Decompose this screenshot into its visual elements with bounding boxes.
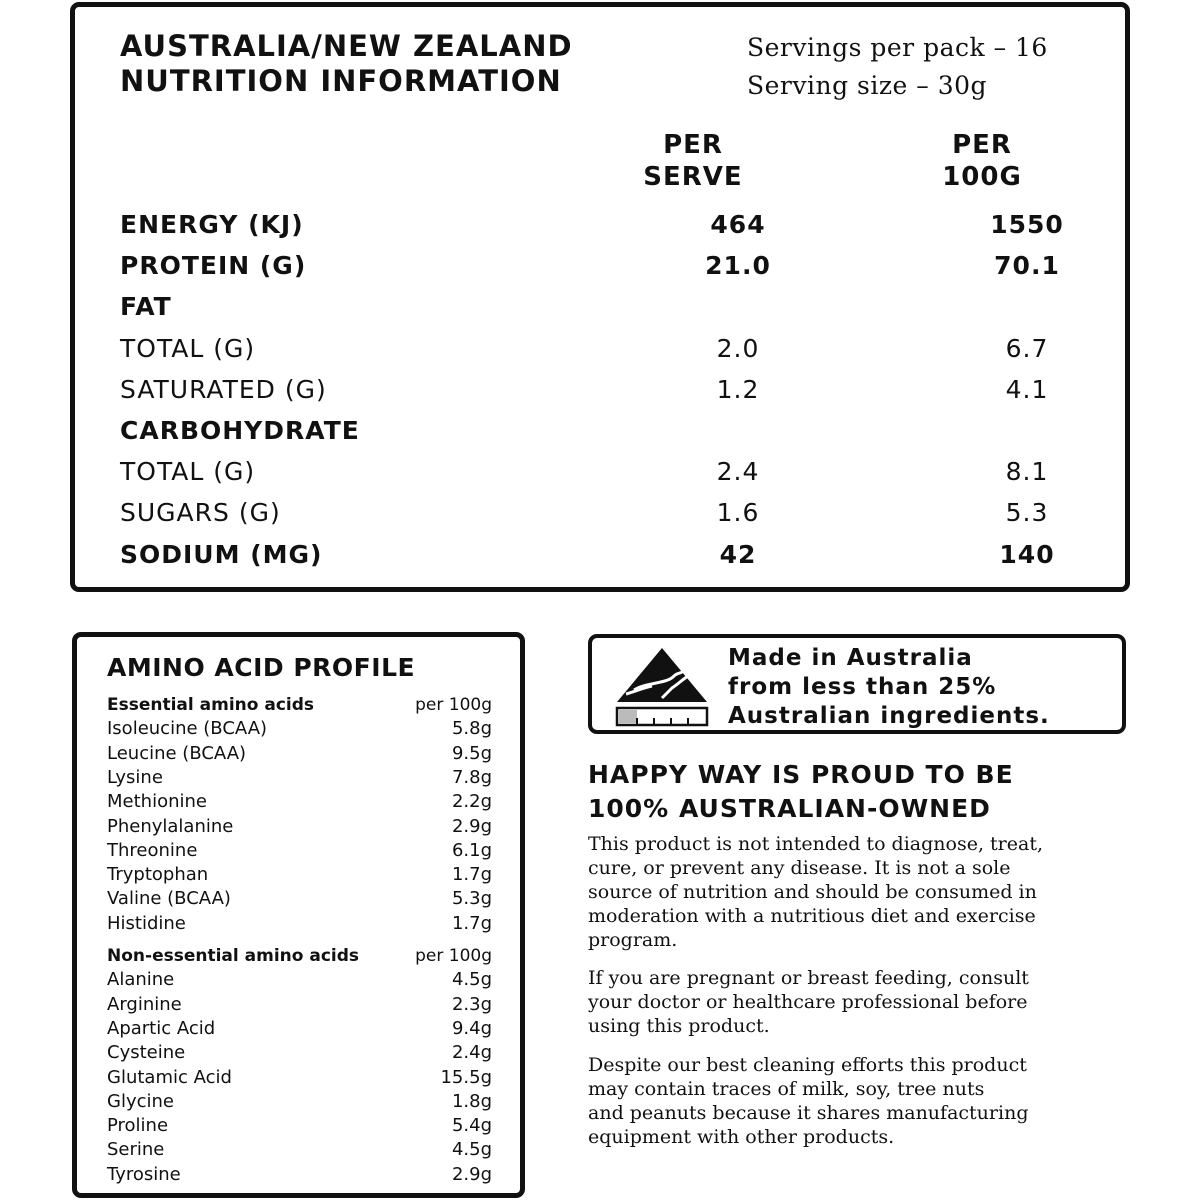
nutrition-row (120, 334, 1080, 375)
per-serve-value: 2.0 (716, 333, 760, 363)
nutrition-row (120, 292, 1080, 333)
header-text: SERVE (643, 162, 743, 192)
nutrition-row (120, 457, 1080, 498)
serving-info (747, 29, 1048, 105)
amino-name: Tyrosine (107, 1163, 181, 1185)
paragraph-line: Despite our best cleaning efforts this product (588, 1054, 1027, 1076)
amino-name: Non-essential amino acids (107, 946, 360, 966)
heading-line: 100% AUSTRALIAN-OWNED (588, 794, 991, 823)
amino-row (107, 766, 492, 790)
amino-row (107, 1090, 492, 1114)
made-in-australia-badge (588, 634, 1126, 734)
amino-name: Glutamic Acid (107, 1066, 232, 1088)
amino-name: Apartic Acid (107, 1017, 216, 1039)
amino-row (107, 912, 492, 936)
amino-value: 5.8g (451, 718, 492, 740)
header-text: PER (952, 130, 1012, 160)
amino-name: Serine (107, 1139, 165, 1161)
header-text: 100G (942, 162, 1022, 192)
australian-made-kangaroo-logo-icon (612, 646, 712, 728)
disclaimer-paragraph (588, 1053, 1128, 1149)
amino-row (107, 968, 492, 992)
origin-line: Made in Australia (728, 645, 973, 671)
per-serve-value: 21.0 (705, 251, 771, 281)
nutrient-label: ENERGY (KJ) (120, 210, 304, 239)
amino-name: Methionine (107, 791, 207, 813)
amino-value: 2.4g (451, 1042, 492, 1064)
nutrition-row (120, 498, 1080, 539)
amino-value: 9.5g (451, 742, 492, 764)
paragraph-line: This product is not intended to diagnose, treat, (588, 833, 1043, 855)
amino-name: Proline (107, 1115, 169, 1137)
paragraph-line: source of nutrition and should be consumed in (588, 881, 1037, 903)
amino-row (107, 839, 492, 863)
amino-name: Cysteine (107, 1042, 186, 1064)
amino-row (107, 887, 492, 911)
amino-acid-panel (72, 632, 525, 1198)
nutrition-row (120, 416, 1080, 457)
amino-row (107, 1163, 492, 1187)
per-100g-value: 8.1 (1005, 457, 1049, 487)
amino-row (107, 1138, 492, 1162)
amino-value: 6.1g (451, 839, 492, 861)
amino-value: 7.8g (451, 766, 492, 788)
amino-value: 2.9g (451, 1163, 492, 1185)
per-100g-value: 4.1 (1005, 374, 1049, 404)
amino-row (107, 742, 492, 766)
nutrient-label: SATURATED (G) (120, 374, 327, 404)
amino-value: 4.5g (451, 969, 492, 991)
nutrient-label: TOTAL (G) (120, 457, 256, 487)
amino-name: Histidine (107, 912, 186, 934)
paragraph-line: equipment with other products. (588, 1126, 895, 1148)
per-serve-value: 1.2 (716, 374, 760, 404)
per-serve-value: 2.4 (716, 457, 760, 487)
nutrient-label: PROTEIN (G) (120, 251, 307, 281)
nutrition-row (120, 210, 1080, 251)
amino-row (107, 1066, 492, 1090)
amino-value: 1.8g (451, 1090, 492, 1112)
nutrient-label: SODIUM (MG) (120, 539, 323, 569)
per-serve-value: 42 (719, 539, 757, 569)
nonessential-header (107, 944, 492, 968)
paragraph-line: moderation with a nutritious diet and exercise (588, 905, 1036, 927)
per-100g-value: 6.7 (1005, 333, 1049, 363)
per-100g-value: 140 (999, 539, 1055, 569)
amino-name: Tryptophan (107, 864, 209, 886)
header-text: PER (663, 130, 723, 160)
amino-value: 1.7g (451, 912, 492, 934)
origin-text (728, 644, 1050, 731)
amino-name: Leucine (BCAA) (107, 742, 247, 764)
amino-name: Glycine (107, 1090, 174, 1112)
ownership-heading (588, 758, 1014, 826)
amino-row (107, 717, 492, 741)
amino-value: 2.9g (451, 815, 492, 837)
amino-row (107, 1017, 492, 1041)
per-100g-value: 1550 (990, 210, 1064, 239)
paragraph-line: using this product. (588, 1015, 770, 1037)
nutrient-label: SUGARS (G) (120, 498, 281, 528)
amino-name: Essential amino acids (107, 695, 315, 715)
amino-name: Isoleucine (BCAA) (107, 718, 268, 740)
paragraph-line: may contain traces of milk, soy, tree nuts (588, 1078, 985, 1100)
per-serve-value: 464 (710, 210, 766, 239)
amino-value: 2.3g (451, 993, 492, 1015)
paragraph-line: If you are pregnant or breast feeding, consult (588, 967, 1029, 989)
nutrient-label: CARBOHYDRATE (120, 416, 360, 445)
disclaimer-paragraph (588, 966, 1128, 1038)
origin-line: from less than 25% (728, 674, 997, 700)
paragraph-line: and peanuts because it shares manufacturing (588, 1102, 1029, 1124)
per-serve-value: 1.6 (716, 498, 760, 528)
amino-name: Valine (BCAA) (107, 888, 231, 910)
amino-name: Threonine (107, 839, 198, 861)
amino-value: 9.4g (451, 1017, 492, 1039)
amino-name: Lysine (107, 766, 163, 788)
nutrition-row (120, 251, 1080, 292)
amino-value: 4.5g (451, 1139, 492, 1161)
amino-row (107, 863, 492, 887)
amino-value: 15.5g (440, 1066, 492, 1088)
nutrition-title (120, 29, 573, 99)
serving-size: Serving size – 30g (747, 71, 988, 100)
amino-value: 5.4g (451, 1115, 492, 1137)
paragraph-line: program. (588, 929, 678, 951)
amino-name: Phenylalanine (107, 815, 234, 837)
amino-name: Alanine (107, 969, 175, 991)
nutrition-row (120, 375, 1080, 416)
heading-line: HAPPY WAY IS PROUD TO BE (588, 760, 1014, 789)
paragraph-line: your doctor or healthcare professional before (588, 991, 1028, 1013)
amino-row (107, 815, 492, 839)
col-header-per-100g (882, 129, 1082, 193)
origin-line: Australian ingredients. (728, 703, 1050, 729)
amino-row (107, 790, 492, 814)
col-header-per-serve (593, 129, 793, 193)
per-100g-value: 5.3 (1005, 498, 1049, 528)
per-100g-value: 70.1 (994, 251, 1060, 281)
nutrient-label: TOTAL (G) (120, 333, 256, 363)
amino-value: 2.2g (451, 791, 492, 813)
servings-per-pack: Servings per pack – 16 (747, 33, 1048, 62)
amino-row (107, 1114, 492, 1138)
amino-value: 1.7g (451, 864, 492, 886)
amino-value: per 100g (415, 695, 492, 715)
paragraph-line: cure, or prevent any disease. It is not a sole (588, 857, 1011, 879)
amino-value: per 100g (415, 946, 492, 966)
amino-value: 5.3g (451, 888, 492, 910)
amino-row (107, 1041, 492, 1065)
disclaimer-paragraph (588, 832, 1128, 952)
amino-row (107, 993, 492, 1017)
essential-header (107, 693, 492, 717)
nutrition-panel (70, 2, 1130, 592)
nutrient-label: FAT (120, 292, 172, 322)
amino-name: Arginine (107, 993, 182, 1015)
amino-title: AMINO ACID PROFILE (107, 653, 416, 682)
nutrition-row (120, 540, 1080, 581)
title-line: NUTRITION INFORMATION (120, 64, 562, 98)
title-line: AUSTRALIA/NEW ZEALAND (120, 29, 573, 63)
